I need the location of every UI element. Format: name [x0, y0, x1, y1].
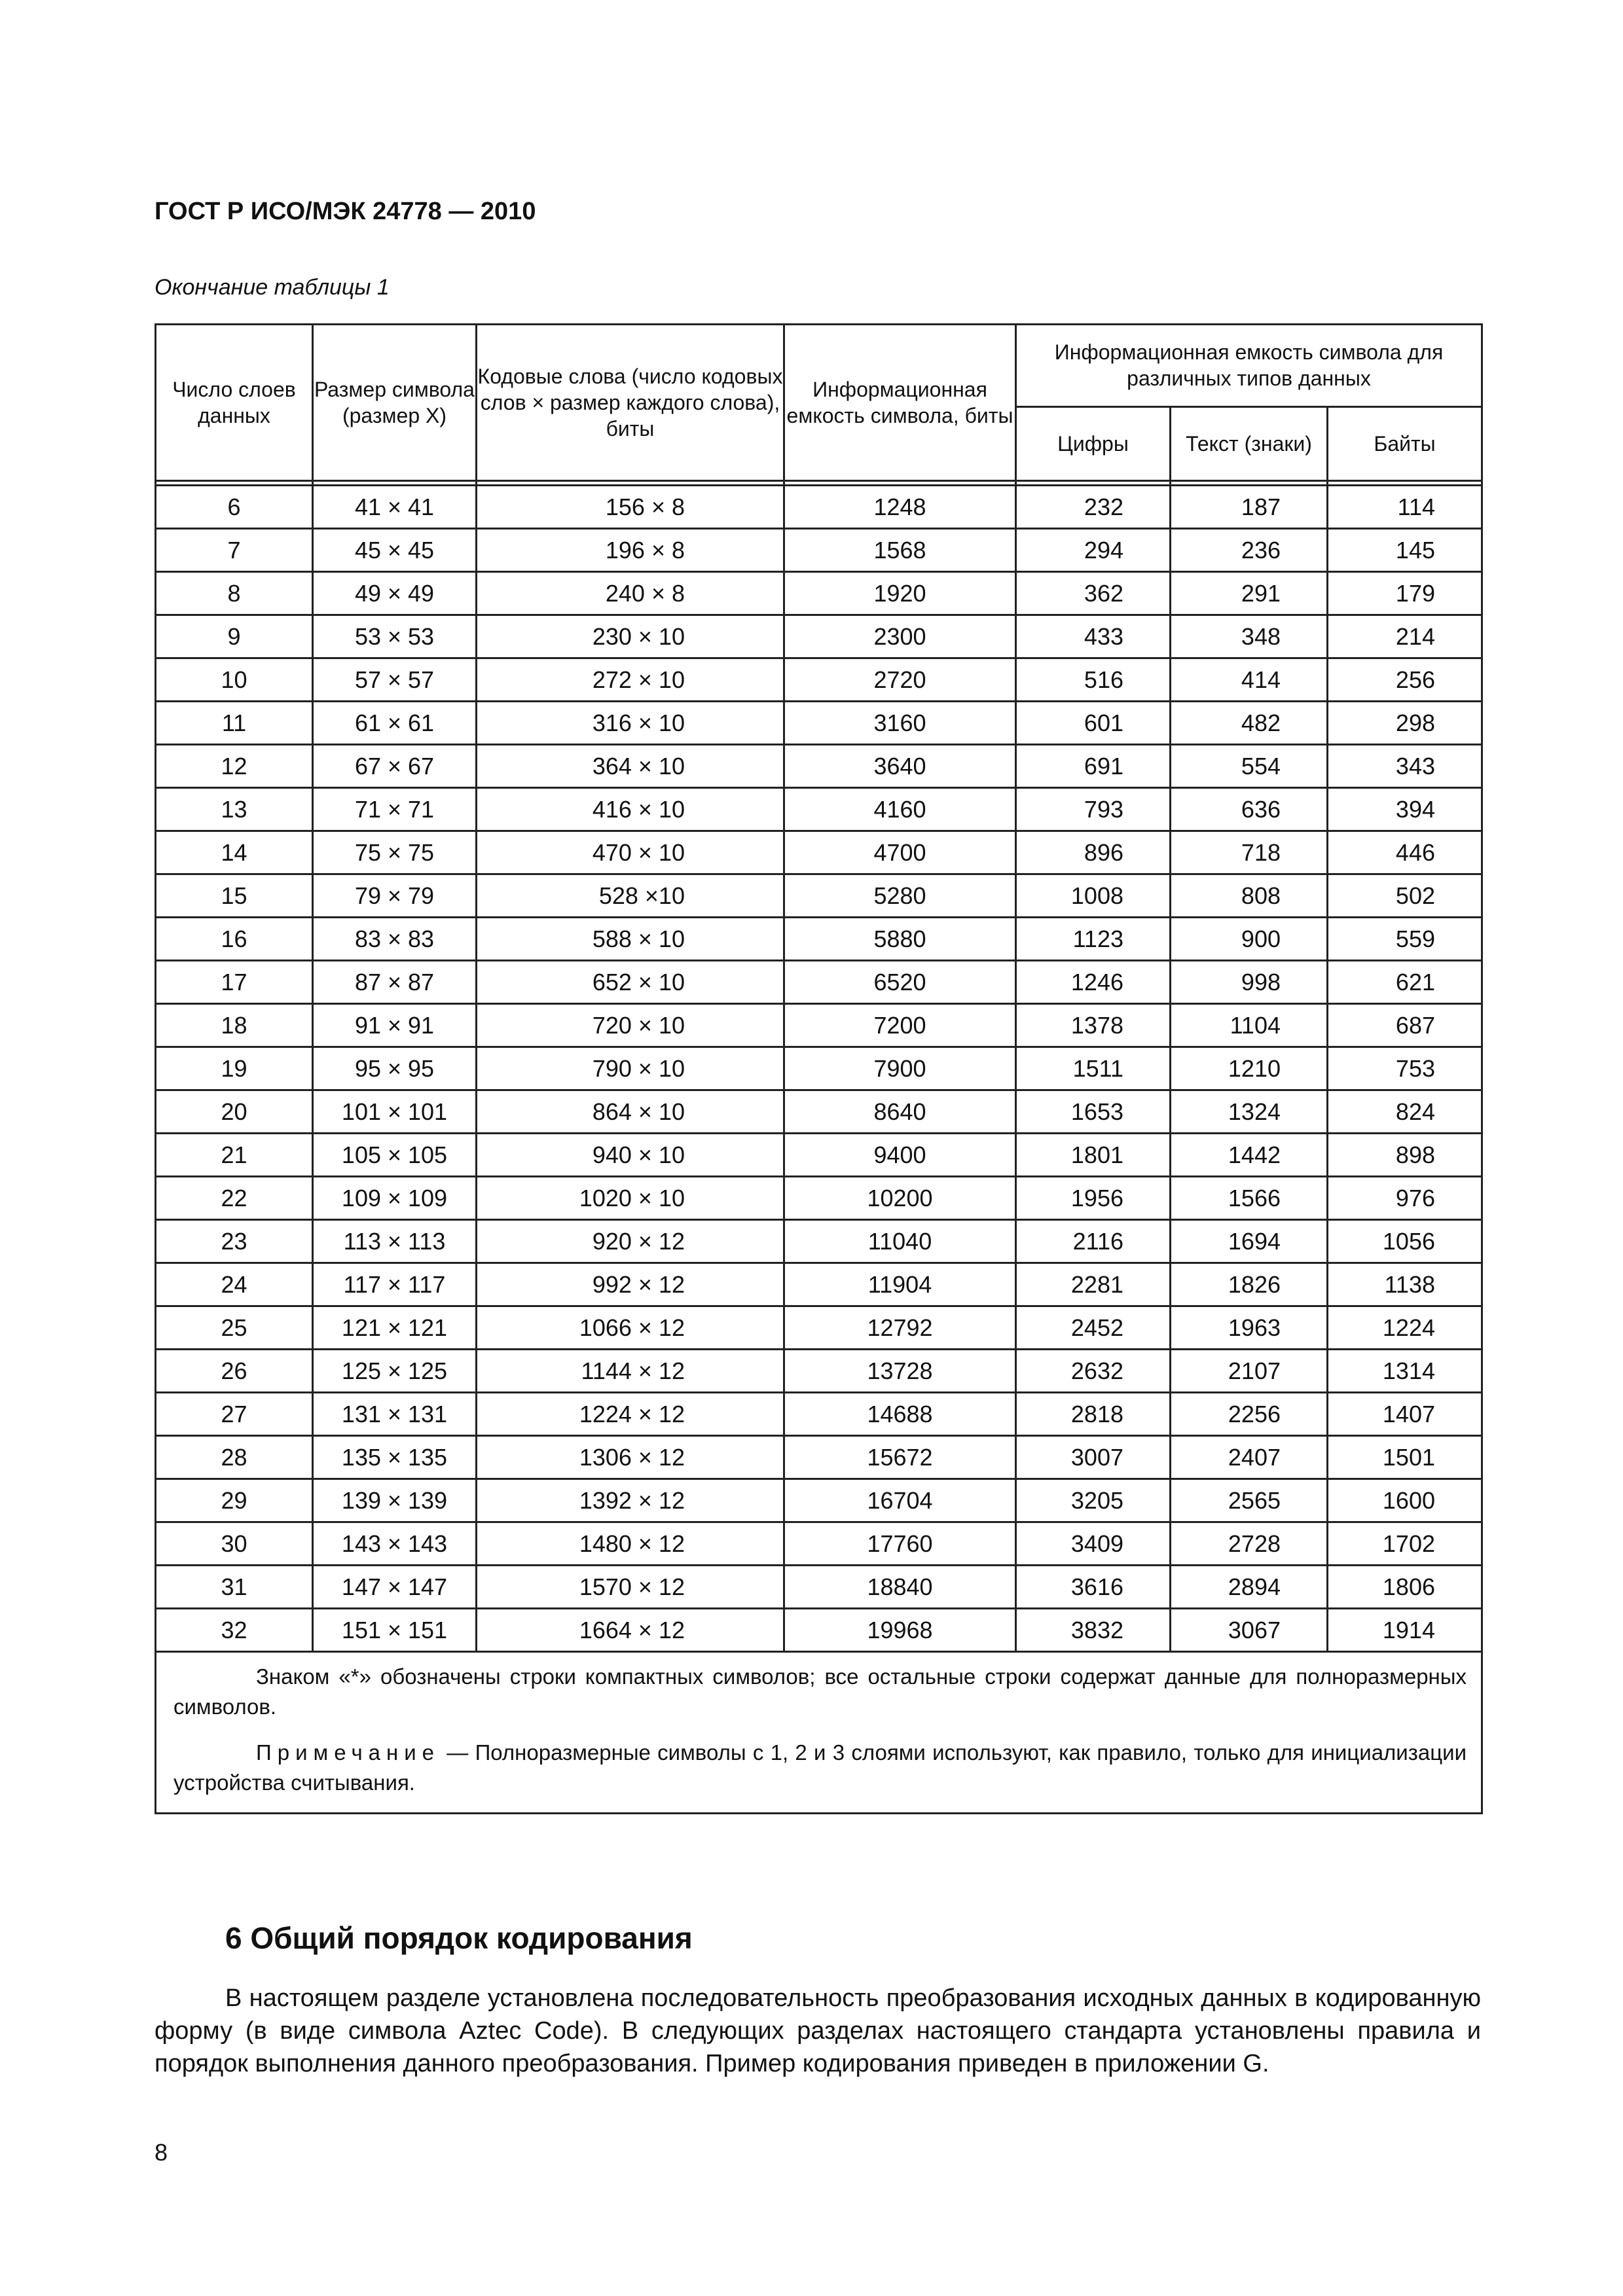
cell-symbol-size: 147 × 147: [313, 1566, 477, 1609]
cell-layers: 23: [156, 1220, 313, 1263]
cell-bytes: 145: [1328, 529, 1482, 572]
cell-layers: 7: [156, 529, 313, 572]
cell-symbol-size: 109 × 109: [313, 1177, 477, 1220]
cell-codewords: 1144 × 12: [477, 1350, 784, 1393]
cell-symbol-size: 49 × 49: [313, 572, 477, 615]
cell-codewords: 196 × 8: [477, 529, 784, 572]
cell-bytes: 394: [1328, 788, 1482, 831]
cell-digits: 3616: [1016, 1566, 1171, 1609]
cell-bytes: 1914: [1328, 1609, 1482, 1652]
cell-info-bits: 15672: [784, 1436, 1016, 1479]
cell-info-bits: 5280: [784, 874, 1016, 918]
cell-symbol-size: 79 × 79: [313, 874, 477, 918]
cell-symbol-size: 45 × 45: [313, 529, 477, 572]
cell-text: 348: [1171, 615, 1328, 658]
cell-symbol-size: 91 × 91: [313, 1004, 477, 1047]
header-capacity-group: Информационная емкость символа для различных типов данных: [1016, 325, 1482, 407]
cell-text: 636: [1171, 788, 1328, 831]
table-row: [156, 1436, 1482, 1479]
table-row: [156, 1306, 1482, 1350]
cell-info-bits: 8640: [784, 1090, 1016, 1134]
cell-text: 2407: [1171, 1436, 1328, 1479]
table-row: [156, 1479, 1482, 1522]
cell-codewords: 156 × 8: [477, 486, 784, 529]
cell-layers: 15: [156, 874, 313, 918]
cell-symbol-size: 41 × 41: [313, 486, 477, 529]
cell-text: 1324: [1171, 1090, 1328, 1134]
cell-codewords: 720 × 10: [477, 1004, 784, 1047]
cell-bytes: 446: [1328, 831, 1482, 874]
cell-info-bits: 13728: [784, 1350, 1016, 1393]
cell-info-bits: 14688: [784, 1393, 1016, 1436]
cell-digits: 2632: [1016, 1350, 1171, 1393]
table-row: [156, 1220, 1482, 1263]
header-codewords: Кодовые слова (число кодовых слов × размер каждого слова), биты: [477, 325, 784, 481]
cell-codewords: 992 × 12: [477, 1263, 784, 1306]
cell-text: 998: [1171, 961, 1328, 1004]
table-row: [156, 1177, 1482, 1220]
cell-codewords: 1224 × 12: [477, 1393, 784, 1436]
cell-digits: 362: [1016, 572, 1171, 615]
cell-codewords: 652 × 10: [477, 961, 784, 1004]
cell-text: 187: [1171, 486, 1328, 529]
table-row: [156, 615, 1482, 658]
cell-bytes: 1501: [1328, 1436, 1482, 1479]
cell-codewords: 364 × 10: [477, 745, 784, 788]
cell-info-bits: 3640: [784, 745, 1016, 788]
cell-codewords: 240 × 8: [477, 572, 784, 615]
document-code-header: ГОСТ Р ИСО/МЭК 24778 — 2010: [155, 198, 536, 225]
cell-digits: 1123: [1016, 918, 1171, 961]
note-text: — Полноразмерные символы с 1, 2 и 3 слоями используют, как правило, только для инициализации устройства считывания.: [173, 1740, 1467, 1795]
cell-text: 291: [1171, 572, 1328, 615]
cell-bytes: 1600: [1328, 1479, 1482, 1522]
cell-symbol-size: 135 × 135: [313, 1436, 477, 1479]
cell-layers: 13: [156, 788, 313, 831]
cell-text: 2894: [1171, 1566, 1328, 1609]
cell-digits: 2818: [1016, 1393, 1171, 1436]
cell-text: 2565: [1171, 1479, 1328, 1522]
cell-codewords: 1392 × 12: [477, 1479, 784, 1522]
cell-info-bits: 2720: [784, 658, 1016, 702]
table-row: [156, 702, 1482, 745]
cell-symbol-size: 121 × 121: [313, 1306, 477, 1350]
cell-digits: 3409: [1016, 1522, 1171, 1566]
cell-codewords: 1570 × 12: [477, 1566, 784, 1609]
cell-text: 718: [1171, 831, 1328, 874]
cell-info-bits: 1248: [784, 486, 1016, 529]
cell-info-bits: 1920: [784, 572, 1016, 615]
cell-bytes: 114: [1328, 486, 1482, 529]
cell-codewords: 588 × 10: [477, 918, 784, 961]
cell-codewords: 940 × 10: [477, 1134, 784, 1177]
table-row: [156, 1263, 1482, 1306]
cell-text: 1826: [1171, 1263, 1328, 1306]
section-paragraph: В настоящем разделе установлена последовательность преобразования исходных данных в кодированную форму (в виде символа Aztec Code). В следующих разделах настоящего стандарта установлены правила и порядок выполнения данного преобразования. Пример кодирования приведен в приложении G.: [155, 1984, 1481, 2077]
table-row: [156, 1566, 1482, 1609]
header-separator: [156, 481, 1482, 486]
header-symbol-size: Размер символа (размер X): [313, 325, 477, 481]
cell-digits: 2116: [1016, 1220, 1171, 1263]
cell-bytes: 1806: [1328, 1566, 1482, 1609]
header-layers: Число слоев данных: [156, 325, 313, 481]
cell-codewords: 790 × 10: [477, 1047, 784, 1090]
cell-layers: 20: [156, 1090, 313, 1134]
cell-layers: 18: [156, 1004, 313, 1047]
cell-digits: 691: [1016, 745, 1171, 788]
table-note: [173, 1738, 1467, 1798]
table-row: [156, 961, 1482, 1004]
cell-layers: 29: [156, 1479, 313, 1522]
cell-codewords: 528 ×10: [477, 874, 784, 918]
cell-bytes: 621: [1328, 961, 1482, 1004]
cell-layers: 25: [156, 1306, 313, 1350]
cell-info-bits: 12792: [784, 1306, 1016, 1350]
header-digits: Цифры: [1016, 406, 1171, 480]
cell-text: 1963: [1171, 1306, 1328, 1350]
cell-symbol-size: 143 × 143: [313, 1522, 477, 1566]
cell-codewords: 1020 × 10: [477, 1177, 784, 1220]
cell-symbol-size: 83 × 83: [313, 918, 477, 961]
cell-info-bits: 2300: [784, 615, 1016, 658]
table-row: [156, 572, 1482, 615]
cell-info-bits: 5880: [784, 918, 1016, 961]
cell-layers: 16: [156, 918, 313, 961]
cell-codewords: 230 × 10: [477, 615, 784, 658]
cell-bytes: 214: [1328, 615, 1482, 658]
cell-layers: 28: [156, 1436, 313, 1479]
cell-bytes: 687: [1328, 1004, 1482, 1047]
cell-digits: 1801: [1016, 1134, 1171, 1177]
cell-symbol-size: 95 × 95: [313, 1047, 477, 1090]
cell-text: 2107: [1171, 1350, 1328, 1393]
cell-info-bits: 11904: [784, 1263, 1016, 1306]
cell-bytes: 1224: [1328, 1306, 1482, 1350]
cell-layers: 6: [156, 486, 313, 529]
cell-layers: 9: [156, 615, 313, 658]
table-row: [156, 874, 1482, 918]
cell-layers: 24: [156, 1263, 313, 1306]
table-row: [156, 831, 1482, 874]
cell-symbol-size: 101 × 101: [313, 1090, 477, 1134]
cell-bytes: 256: [1328, 658, 1482, 702]
cell-bytes: 824: [1328, 1090, 1482, 1134]
cell-bytes: 179: [1328, 572, 1482, 615]
cell-layers: 31: [156, 1566, 313, 1609]
table-row: [156, 1047, 1482, 1090]
cell-symbol-size: 105 × 105: [313, 1134, 477, 1177]
cell-codewords: 470 × 10: [477, 831, 784, 874]
cell-digits: 1246: [1016, 961, 1171, 1004]
cell-bytes: 1407: [1328, 1393, 1482, 1436]
cell-symbol-size: 139 × 139: [313, 1479, 477, 1522]
page-number: 8: [155, 2139, 168, 2166]
cell-bytes: 898: [1328, 1134, 1482, 1177]
cell-info-bits: 11040: [784, 1220, 1016, 1263]
cell-layers: 30: [156, 1522, 313, 1566]
cell-bytes: 976: [1328, 1177, 1482, 1220]
table-caption: Окончание таблицы 1: [155, 275, 390, 300]
cell-text: 900: [1171, 918, 1328, 961]
header-bytes: Байты: [1328, 406, 1482, 480]
cell-layers: 26: [156, 1350, 313, 1393]
table-row: [156, 658, 1482, 702]
table-row: [156, 745, 1482, 788]
cell-text: 2256: [1171, 1393, 1328, 1436]
table-row: [156, 1350, 1482, 1393]
cell-info-bits: 10200: [784, 1177, 1016, 1220]
table-footnote: Знаком «*» обозначены строки компактных символов; все остальные строки содержат данные для полноразмерных символов.: [173, 1664, 1467, 1719]
cell-digits: 433: [1016, 615, 1171, 658]
cell-info-bits: 7200: [784, 1004, 1016, 1047]
section-title: 6 Общий порядок кодирования: [225, 1921, 693, 1955]
cell-info-bits: 7900: [784, 1047, 1016, 1090]
cell-digits: 1008: [1016, 874, 1171, 918]
cell-info-bits: 19968: [784, 1609, 1016, 1652]
cell-digits: 516: [1016, 658, 1171, 702]
cell-text: 1210: [1171, 1047, 1328, 1090]
capacity-table-container: [155, 323, 1481, 1814]
table-row: [156, 1522, 1482, 1566]
cell-digits: 2281: [1016, 1263, 1171, 1306]
cell-digits: 232: [1016, 486, 1171, 529]
cell-layers: 32: [156, 1609, 313, 1652]
cell-symbol-size: 117 × 117: [313, 1263, 477, 1306]
table-row: [156, 918, 1482, 961]
table-row: [156, 1609, 1482, 1652]
cell-bytes: 1138: [1328, 1263, 1482, 1306]
cell-info-bits: 9400: [784, 1134, 1016, 1177]
cell-codewords: 316 × 10: [477, 702, 784, 745]
cell-symbol-size: 131 × 131: [313, 1393, 477, 1436]
cell-bytes: 559: [1328, 918, 1482, 961]
cell-info-bits: 4160: [784, 788, 1016, 831]
cell-codewords: 272 × 10: [477, 658, 784, 702]
cell-text: 1694: [1171, 1220, 1328, 1263]
cell-digits: 601: [1016, 702, 1171, 745]
cell-text: 1104: [1171, 1004, 1328, 1047]
header-text: Текст (знаки): [1171, 406, 1328, 480]
cell-symbol-size: 71 × 71: [313, 788, 477, 831]
table-body: [156, 481, 1482, 1652]
table-row: [156, 1393, 1482, 1436]
table-notes: [156, 1652, 1482, 1814]
header-info-bits: Информационная емкость символа, биты: [784, 325, 1016, 481]
cell-text: 1442: [1171, 1134, 1328, 1177]
cell-digits: 1653: [1016, 1090, 1171, 1134]
table-row: [156, 1004, 1482, 1047]
cell-digits: 294: [1016, 529, 1171, 572]
cell-symbol-size: 61 × 61: [313, 702, 477, 745]
cell-symbol-size: 113 × 113: [313, 1220, 477, 1263]
cell-digits: 1378: [1016, 1004, 1171, 1047]
cell-bytes: 343: [1328, 745, 1482, 788]
cell-layers: 19: [156, 1047, 313, 1090]
cell-codewords: 1480 × 12: [477, 1522, 784, 1566]
cell-digits: 3205: [1016, 1479, 1171, 1522]
cell-codewords: 1066 × 12: [477, 1306, 784, 1350]
cell-bytes: 1702: [1328, 1522, 1482, 1566]
table-row: [156, 788, 1482, 831]
cell-symbol-size: 151 × 151: [313, 1609, 477, 1652]
table-row: [156, 529, 1482, 572]
cell-layers: 12: [156, 745, 313, 788]
cell-symbol-size: 75 × 75: [313, 831, 477, 874]
cell-symbol-size: 57 × 57: [313, 658, 477, 702]
cell-text: 3067: [1171, 1609, 1328, 1652]
cell-info-bits: 16704: [784, 1479, 1016, 1522]
table-row: [156, 486, 1482, 529]
cell-symbol-size: 53 × 53: [313, 615, 477, 658]
cell-text: 554: [1171, 745, 1328, 788]
cell-layers: 21: [156, 1134, 313, 1177]
cell-symbol-size: 125 × 125: [313, 1350, 477, 1393]
cell-symbol-size: 87 × 87: [313, 961, 477, 1004]
cell-info-bits: 1568: [784, 529, 1016, 572]
cell-info-bits: 18840: [784, 1566, 1016, 1609]
cell-digits: 2452: [1016, 1306, 1171, 1350]
cell-text: 808: [1171, 874, 1328, 918]
table-row: [156, 1090, 1482, 1134]
cell-text: 414: [1171, 658, 1328, 702]
cell-layers: 11: [156, 702, 313, 745]
cell-layers: 27: [156, 1393, 313, 1436]
cell-layers: 17: [156, 961, 313, 1004]
cell-bytes: 298: [1328, 702, 1482, 745]
cell-codewords: 864 × 10: [477, 1090, 784, 1134]
cell-info-bits: 3160: [784, 702, 1016, 745]
cell-text: 2728: [1171, 1522, 1328, 1566]
cell-layers: 22: [156, 1177, 313, 1220]
cell-layers: 10: [156, 658, 313, 702]
cell-text: 1566: [1171, 1177, 1328, 1220]
cell-symbol-size: 67 × 67: [313, 745, 477, 788]
cell-text: 482: [1171, 702, 1328, 745]
cell-layers: 8: [156, 572, 313, 615]
cell-codewords: 1306 × 12: [477, 1436, 784, 1479]
cell-digits: 793: [1016, 788, 1171, 831]
cell-digits: 1956: [1016, 1177, 1171, 1220]
cell-digits: 896: [1016, 831, 1171, 874]
cell-info-bits: 17760: [784, 1522, 1016, 1566]
cell-info-bits: 6520: [784, 961, 1016, 1004]
table-row: [156, 1134, 1482, 1177]
cell-codewords: 1664 × 12: [477, 1609, 784, 1652]
note-label: Примечание: [256, 1740, 441, 1765]
cell-layers: 14: [156, 831, 313, 874]
cell-info-bits: 4700: [784, 831, 1016, 874]
cell-digits: 3832: [1016, 1609, 1171, 1652]
cell-codewords: 920 × 12: [477, 1220, 784, 1263]
cell-digits: 3007: [1016, 1436, 1171, 1479]
cell-bytes: 1056: [1328, 1220, 1482, 1263]
cell-digits: 1511: [1016, 1047, 1171, 1090]
capacity-table: [155, 323, 1483, 1814]
cell-bytes: 1314: [1328, 1350, 1482, 1393]
cell-bytes: 753: [1328, 1047, 1482, 1090]
cell-text: 236: [1171, 529, 1328, 572]
cell-codewords: 416 × 10: [477, 788, 784, 831]
cell-bytes: 502: [1328, 874, 1482, 918]
